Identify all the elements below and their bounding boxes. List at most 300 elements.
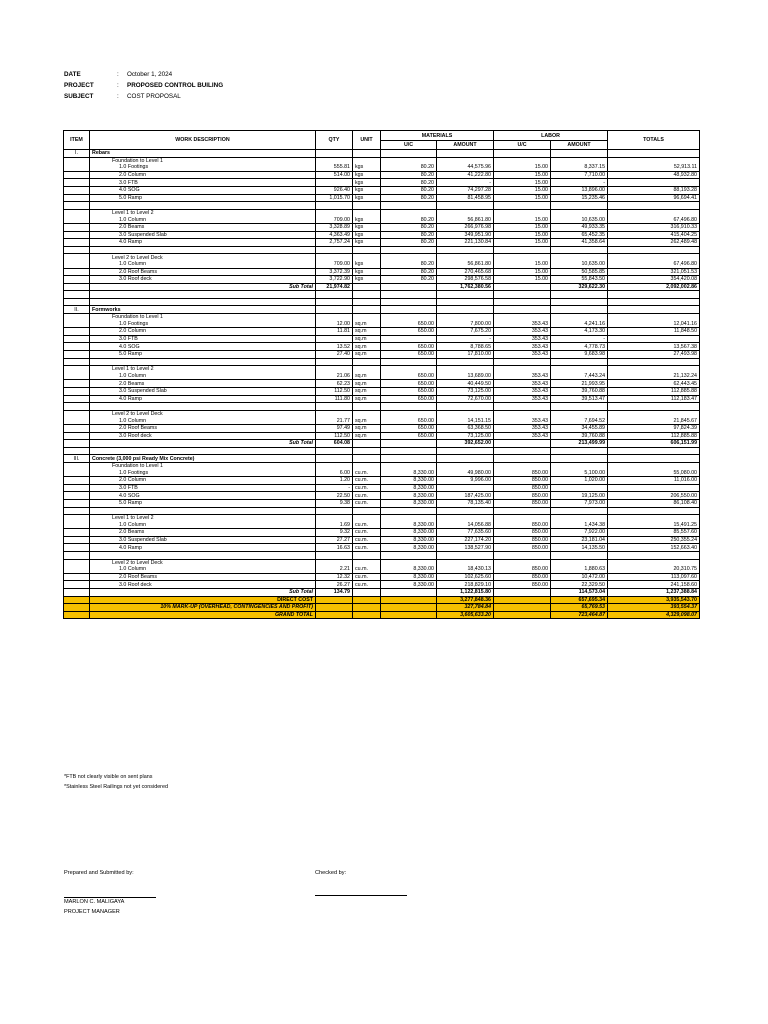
cell-materials-uc: 650.00	[381, 395, 437, 403]
cell-materials-uc	[381, 202, 437, 210]
cell-item	[64, 179, 90, 187]
cell-description	[90, 417, 316, 424]
cell-labor-uc: 850.00	[494, 536, 551, 544]
cell-total	[608, 298, 700, 306]
cell-materials-uc: 8,330.00	[381, 477, 437, 485]
cell-labor-amount: 23,181.04	[551, 536, 608, 544]
cell-total	[608, 246, 700, 254]
cell-materials-amount: 73,125.00	[437, 432, 494, 440]
cell-labor-uc	[494, 150, 551, 158]
cell-total: 152,663.40	[608, 544, 700, 552]
description-text: 1.0 Column	[119, 216, 147, 223]
blank-row	[64, 246, 700, 254]
cell-total: 606,151.99	[608, 440, 700, 448]
cell-unit: kgs	[353, 231, 381, 239]
description-text: Level 2 to Level Deck	[112, 559, 163, 566]
cell-materials-amount: -	[437, 335, 494, 343]
description-text: 1.0 Column	[119, 566, 147, 573]
cell-materials-uc	[381, 410, 437, 417]
cell-labor-uc: 353.43	[494, 432, 551, 440]
cell-item	[64, 366, 90, 373]
cell-qty: 112.50	[316, 432, 353, 440]
cell-qty: 1.69	[316, 522, 353, 529]
cell-materials-amount: 1,122,815.80	[437, 589, 494, 597]
section-row	[64, 150, 700, 158]
cell-item	[64, 314, 90, 321]
table-row	[64, 223, 700, 231]
cell-item	[64, 522, 90, 529]
cell-item: II.	[64, 306, 90, 314]
cell-materials-uc	[381, 150, 437, 158]
cell-labor-uc: 353.43	[494, 380, 551, 388]
subject-label: SUBJECT	[64, 92, 94, 100]
description-text: 2.0 Beams	[119, 380, 145, 387]
cell-total	[608, 179, 700, 187]
description-text: 4.0 SOG	[119, 187, 140, 194]
cell-description	[90, 507, 316, 515]
cell-labor-amount	[551, 366, 608, 373]
cell-labor-uc	[494, 403, 551, 411]
cell-materials-uc: 80.20	[381, 194, 437, 202]
cell-item	[64, 283, 90, 291]
cell-labor-uc: 850.00	[494, 529, 551, 537]
cell-labor-uc: 353.43	[494, 328, 551, 336]
col-header-labor-uc: U/C	[494, 141, 551, 150]
cell-labor-amount	[551, 403, 608, 411]
table-row	[64, 335, 700, 343]
col-header-materials: MATERIALS	[381, 131, 494, 141]
group-row	[64, 515, 700, 522]
cell-description	[90, 373, 316, 380]
description-text: 3.0 Roof deck	[119, 276, 152, 283]
cell-description	[90, 432, 316, 440]
cell-materials-uc	[381, 455, 437, 463]
cell-labor-amount: 41,358.64	[551, 239, 608, 247]
cell-materials-amount	[437, 306, 494, 314]
cell-description	[90, 291, 316, 299]
cell-qty	[316, 507, 353, 515]
cell-item	[64, 410, 90, 417]
cell-description	[90, 254, 316, 261]
cell-item	[64, 380, 90, 388]
cell-description	[90, 283, 316, 291]
cell-labor-uc: 353.43	[494, 373, 551, 380]
cell-qty: 26.27	[316, 581, 353, 589]
cell-unit	[353, 246, 381, 254]
cell-materials-uc	[381, 291, 437, 299]
cell-labor-amount	[551, 358, 608, 366]
cell-item	[64, 373, 90, 380]
description-text: 1.0 Column	[119, 373, 147, 379]
cell-materials-amount: 56,861.80	[437, 216, 494, 223]
cell-labor-amount	[551, 515, 608, 522]
cell-description	[90, 395, 316, 403]
cell-description	[90, 276, 316, 284]
cell-total: 3,935,543.70	[608, 596, 700, 604]
section-row	[64, 306, 700, 314]
cell-unit: sq.m	[353, 373, 381, 380]
summary-row	[64, 596, 700, 604]
cell-unit: cu.m.	[353, 573, 381, 581]
cell-item	[64, 246, 90, 254]
cell-materials-amount	[437, 202, 494, 210]
cell-description	[90, 328, 316, 336]
cell-labor-amount: 4,173.30	[551, 328, 608, 336]
cell-qty: 555.81	[316, 164, 353, 171]
description-text: DIRECT COST	[277, 596, 313, 603]
cell-total: 11,848.50	[608, 328, 700, 336]
cell-materials-uc: 8,330.00	[381, 484, 437, 492]
cell-total	[608, 291, 700, 299]
cell-qty: 21.06	[316, 373, 353, 380]
cell-materials-uc: 80.20	[381, 261, 437, 268]
cell-materials-uc	[381, 254, 437, 261]
cell-item	[64, 276, 90, 284]
cell-unit: sq.m	[353, 321, 381, 328]
cell-unit: kgs	[353, 164, 381, 171]
cell-labor-uc	[494, 559, 551, 566]
table-row	[64, 424, 700, 432]
cell-qty: 926.40	[316, 186, 353, 194]
cell-labor-amount: 1,434.38	[551, 522, 608, 529]
description-text: Sub Total	[289, 283, 313, 290]
cell-materials-uc: 650.00	[381, 328, 437, 336]
description-text: 2.0 Column	[119, 477, 147, 484]
cell-description	[90, 239, 316, 247]
cell-unit: sq.m	[353, 388, 381, 396]
cell-materials-amount: 41,222.80	[437, 171, 494, 179]
cell-qty: 112.50	[316, 388, 353, 396]
table-row	[64, 492, 700, 500]
cell-total: 316,910.33	[608, 223, 700, 231]
cell-unit: kgs	[353, 216, 381, 223]
description-text: 3.0 Roof deck	[119, 432, 152, 439]
cell-labor-amount: 4,778.73	[551, 343, 608, 351]
cell-materials-amount: 8,788.65	[437, 343, 494, 351]
cell-labor-amount: 213,499.99	[551, 440, 608, 448]
blank-row	[64, 298, 700, 306]
cell-total	[608, 209, 700, 216]
cell-labor-amount: -	[551, 335, 608, 343]
cell-item	[64, 351, 90, 359]
cell-qty: 1.20	[316, 477, 353, 485]
cell-unit: kgs	[353, 186, 381, 194]
cell-unit: sq.m	[353, 335, 381, 343]
cell-materials-uc	[381, 306, 437, 314]
cell-unit: cu.m.	[353, 536, 381, 544]
cell-labor-uc	[494, 209, 551, 216]
cell-materials-uc	[381, 403, 437, 411]
cell-labor-amount: 50,585.85	[551, 268, 608, 276]
table-row	[64, 164, 700, 171]
col-header-qty: QTY	[316, 131, 353, 150]
cell-total: 13,567.38	[608, 343, 700, 351]
cell-materials-amount: 14,151.15	[437, 417, 494, 424]
cell-labor-uc: 850.00	[494, 477, 551, 485]
cell-description	[90, 171, 316, 179]
table-row	[64, 432, 700, 440]
project-label: PROJECT	[64, 81, 94, 89]
cell-materials-uc: 8,330.00	[381, 573, 437, 581]
cell-materials-amount: 1,762,380.56	[437, 283, 494, 291]
cell-item	[64, 194, 90, 202]
description-text: 2.0 Roof Beams	[119, 574, 157, 581]
cell-item	[64, 186, 90, 194]
cell-total: 354,420.08	[608, 276, 700, 284]
cell-qty	[316, 358, 353, 366]
cell-qty	[316, 150, 353, 158]
cell-total: 11,016.00	[608, 477, 700, 485]
table-row	[64, 328, 700, 336]
project-value: PROPOSED CONTROL BUILING	[127, 81, 224, 89]
cell-labor-amount: 4,241.16	[551, 321, 608, 328]
cell-total	[608, 157, 700, 164]
cell-materials-uc: 650.00	[381, 373, 437, 380]
cell-total: 48,932.80	[608, 171, 700, 179]
cell-description	[90, 306, 316, 314]
cell-qty: 3,722.90	[316, 276, 353, 284]
cell-item	[64, 424, 90, 432]
description-text: 4.0 Ramp	[119, 239, 142, 246]
cell-labor-amount	[551, 455, 608, 463]
cell-labor-amount	[551, 291, 608, 299]
cell-item	[64, 447, 90, 455]
cell-materials-uc	[381, 611, 437, 619]
description-text: 3.0 FTB	[119, 484, 138, 491]
cell-materials-amount	[437, 298, 494, 306]
cell-materials-uc: 8,330.00	[381, 544, 437, 552]
description-text: 3.0 Suspended Slab	[119, 231, 167, 238]
cell-description	[90, 529, 316, 537]
cell-labor-amount	[551, 559, 608, 566]
cell-unit: cu.m.	[353, 544, 381, 552]
cell-qty: 6.00	[316, 470, 353, 477]
cell-materials-amount: 72,670.00	[437, 395, 494, 403]
cell-description	[90, 314, 316, 321]
cell-materials-uc: 8,330.00	[381, 492, 437, 500]
cell-labor-uc	[494, 314, 551, 321]
cell-description	[90, 604, 316, 612]
cell-materials-amount	[437, 150, 494, 158]
cell-total	[608, 202, 700, 210]
cell-labor-amount: 9,683.98	[551, 351, 608, 359]
cell-materials-uc	[381, 596, 437, 604]
cell-materials-amount: 270,465.68	[437, 268, 494, 276]
description-text: Rebars	[92, 150, 110, 157]
cell-unit	[353, 157, 381, 164]
date-colon: :	[117, 71, 119, 78]
cell-labor-amount: 65,452.35	[551, 231, 608, 239]
cell-description	[90, 223, 316, 231]
cell-item	[64, 552, 90, 560]
cell-total: 393,554.37	[608, 604, 700, 612]
cell-unit: sq.m	[353, 395, 381, 403]
cell-labor-uc: 15.00	[494, 276, 551, 284]
description-text: 1.0 Footings	[119, 320, 149, 327]
cell-total	[608, 462, 700, 469]
cell-description	[90, 455, 316, 463]
cell-qty: 1,015.70	[316, 194, 353, 202]
cell-unit	[353, 440, 381, 448]
cell-labor-amount	[551, 150, 608, 158]
cell-description	[90, 351, 316, 359]
cell-qty: 16.63	[316, 544, 353, 552]
cell-labor-amount	[551, 552, 608, 560]
cell-item	[64, 492, 90, 500]
cell-materials-uc: 8,330.00	[381, 522, 437, 529]
cell-unit: cu.m.	[353, 470, 381, 477]
cell-total: 52,913.11	[608, 164, 700, 171]
cell-labor-uc	[494, 366, 551, 373]
cell-materials-amount: 392,652.00	[437, 440, 494, 448]
table-row	[64, 573, 700, 581]
cell-item	[64, 515, 90, 522]
table-row	[64, 529, 700, 537]
cell-unit: kgs	[353, 239, 381, 247]
cell-materials-uc	[381, 515, 437, 522]
document-header	[64, 70, 223, 102]
cell-materials-amount: 221,130.84	[437, 239, 494, 247]
cell-labor-uc: 353.43	[494, 424, 551, 432]
cell-materials-amount: 49,980.00	[437, 470, 494, 477]
cell-unit: sq.m	[353, 424, 381, 432]
cell-total	[608, 515, 700, 522]
cell-materials-amount	[437, 403, 494, 411]
cell-labor-uc: 850.00	[494, 522, 551, 529]
cell-item	[64, 536, 90, 544]
cell-labor-uc: 850.00	[494, 470, 551, 477]
cell-materials-amount: 218,829.10	[437, 581, 494, 589]
preparer-name: MARLON C. MALIGAYA	[64, 899, 125, 905]
description-text: 1.0 Column	[119, 417, 147, 424]
cell-materials-uc: 8,330.00	[381, 499, 437, 507]
group-row	[64, 410, 700, 417]
cell-unit	[353, 515, 381, 522]
cell-labor-amount: 21,993.95	[551, 380, 608, 388]
cell-labor-amount: 10,635.00	[551, 216, 608, 223]
description-text: Sub Total	[289, 440, 313, 447]
cell-item	[64, 254, 90, 261]
description-text: 2.0 Beams	[119, 529, 145, 536]
cell-total	[608, 254, 700, 261]
description-text: 4.0 Ramp	[119, 544, 142, 551]
description-text: 3.0 FTB	[119, 336, 138, 343]
cell-qty: 604.08	[316, 440, 353, 448]
cell-labor-uc	[494, 358, 551, 366]
cell-item	[64, 477, 90, 485]
cell-description	[90, 447, 316, 455]
cell-description	[90, 515, 316, 522]
cell-materials-uc	[381, 209, 437, 216]
blank-row	[64, 507, 700, 515]
description-text: Foundation to Level 1	[112, 463, 163, 470]
cell-qty: 27.40	[316, 351, 353, 359]
cell-total: 20,310.75	[608, 566, 700, 573]
group-row	[64, 209, 700, 216]
cell-item	[64, 343, 90, 351]
cell-labor-uc: 850.00	[494, 573, 551, 581]
cell-labor-amount: 15,235.46	[551, 194, 608, 202]
cell-labor-uc: 850.00	[494, 492, 551, 500]
cell-materials-amount	[437, 358, 494, 366]
cell-labor-uc: 15.00	[494, 239, 551, 247]
cell-qty: 709.00	[316, 261, 353, 268]
cell-item	[64, 484, 90, 492]
cell-materials-amount: 56,861.80	[437, 261, 494, 268]
cell-labor-uc: 353.43	[494, 395, 551, 403]
cell-materials-amount	[437, 254, 494, 261]
cell-materials-uc	[381, 440, 437, 448]
cell-labor-amount: 22,329.50	[551, 581, 608, 589]
cell-total: 55,080.00	[608, 470, 700, 477]
cell-materials-uc: 80.20	[381, 231, 437, 239]
cell-qty: 97.49	[316, 424, 353, 432]
cell-materials-uc: 8,330.00	[381, 470, 437, 477]
cell-unit	[353, 611, 381, 619]
cell-description	[90, 335, 316, 343]
cell-labor-uc	[494, 202, 551, 210]
table-row	[64, 276, 700, 284]
cell-item	[64, 581, 90, 589]
cell-labor-uc: 850.00	[494, 581, 551, 589]
cell-description	[90, 424, 316, 432]
cell-materials-uc: 650.00	[381, 388, 437, 396]
table-row	[64, 522, 700, 529]
cell-unit: sq.m	[353, 380, 381, 388]
cell-description	[90, 231, 316, 239]
cell-unit: sq.m	[353, 432, 381, 440]
cell-materials-uc: 8,330.00	[381, 536, 437, 544]
cell-labor-amount: 8,337.15	[551, 164, 608, 171]
cell-labor-amount: 39,760.88	[551, 388, 608, 396]
cell-labor-amount: 329,622.30	[551, 283, 608, 291]
cell-qty: 9.32	[316, 529, 353, 537]
group-row	[64, 559, 700, 566]
cell-labor-uc	[494, 410, 551, 417]
cell-labor-uc: 850.00	[494, 484, 551, 492]
cell-materials-amount	[437, 455, 494, 463]
table-row	[64, 216, 700, 223]
cell-materials-amount: 14,056.88	[437, 522, 494, 529]
table-row	[64, 388, 700, 396]
cell-labor-uc	[494, 596, 551, 604]
cell-total	[608, 507, 700, 515]
description-text: Foundation to Level 1	[112, 157, 163, 164]
description-text: 5.0 Ramp	[119, 351, 142, 358]
note-ftb: *FTB not clearly visible on sent plans	[64, 774, 153, 780]
description-text: Level 1 to Level 2	[112, 515, 154, 522]
cell-unit	[353, 150, 381, 158]
cell-labor-uc: 850.00	[494, 566, 551, 573]
cell-description	[90, 164, 316, 171]
cell-qty: 21,974.82	[316, 283, 353, 291]
note-railings: *Stainless Steel Railings not yet considered	[64, 783, 168, 790]
cell-labor-uc	[494, 298, 551, 306]
cell-total	[608, 306, 700, 314]
col-header-totals: TOTALS	[608, 131, 700, 150]
cell-materials-uc	[381, 589, 437, 597]
cell-materials-amount: 74,297.28	[437, 186, 494, 194]
description-text: 10% MARK-UP (OVERHEAD, CONTINGENCIES AND PROFIT)	[160, 604, 313, 611]
cell-qty: 12.32	[316, 573, 353, 581]
cell-labor-amount: 34,455.89	[551, 424, 608, 432]
cell-labor-uc: 353.43	[494, 417, 551, 424]
cell-labor-amount	[551, 157, 608, 164]
blank-row	[64, 291, 700, 299]
cell-qty: 27.27	[316, 536, 353, 544]
cell-unit	[353, 462, 381, 469]
cell-unit	[353, 306, 381, 314]
